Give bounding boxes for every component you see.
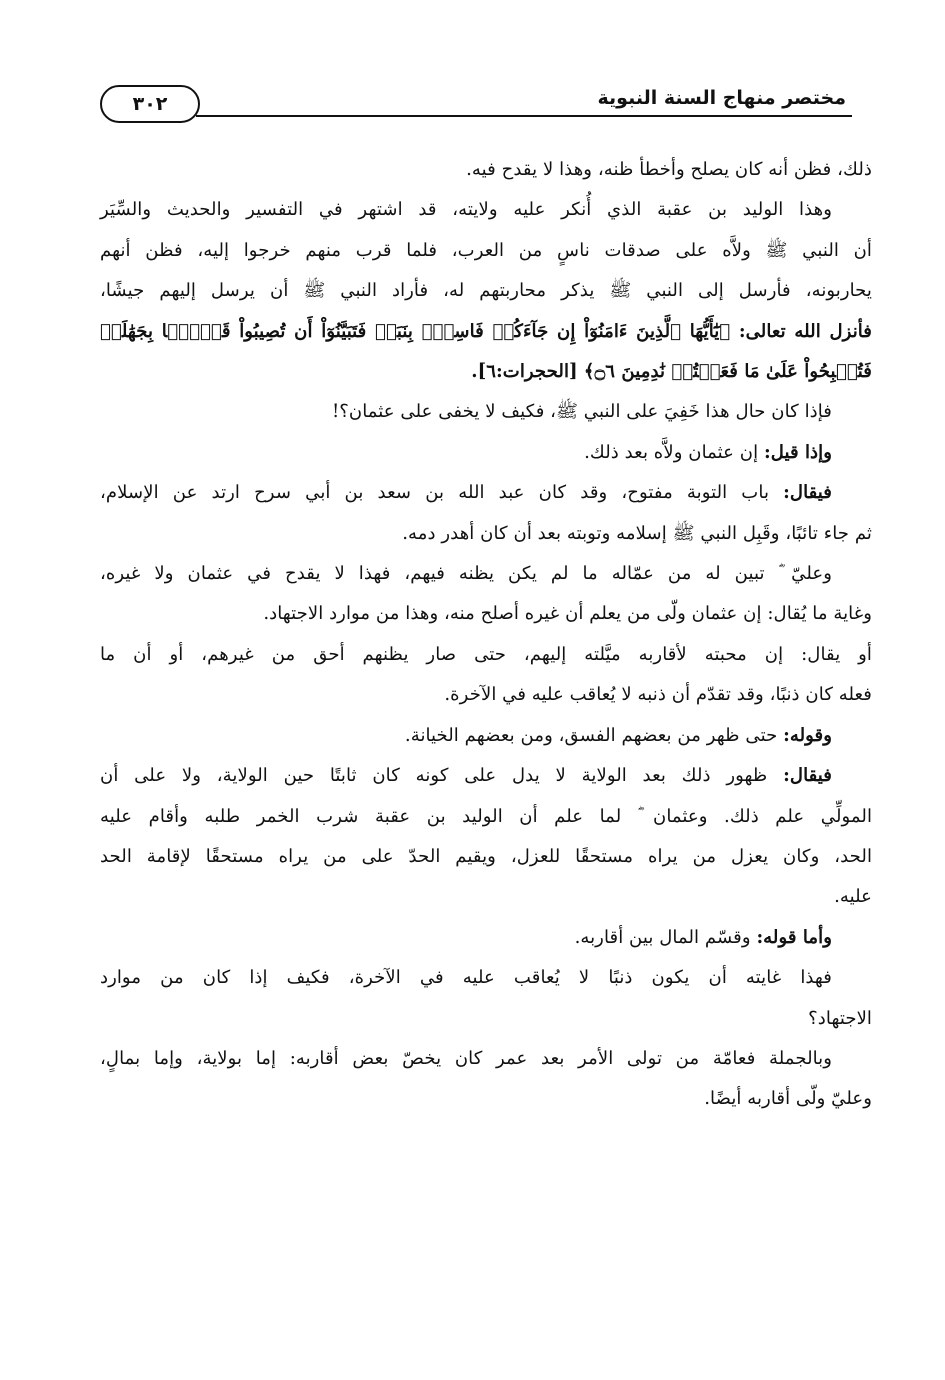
- text-line: فهذا غايته أن يكون ذنبًا لا يُعاقب عليه في الآخرة، فكيف إذا كان من موارد: [100, 967, 832, 989]
- quran-verse-line: فأنزل الله تعالى: ﴿يَٰٓأَيُّهَا ٱلَّذِينَ ءَامَنُوٓاْ إِن جَآءَكُمۡ فَاسِقُۢ بِنَبَإٖ فَتَبَيَّنُوٓاْ أَن تُصِيبُواْ قَوۡمَۢا بِجَهَٰلَةٖ: [100, 320, 872, 342]
- running-title: مختصر منهاج السنة النبوية: [597, 87, 846, 109]
- text-line: أن النبي ﷺ ولاَّه على صدقات ناسٍ من العرب، فلما قرب منهم خرجوا إليه، فظن أنهم: [100, 239, 872, 261]
- text-line: فيقال: باب التوبة مفتوح، وقد كان عبد الله بن سعد بن أبي سرح ارتد عن الإسلام،: [100, 482, 832, 504]
- text-line: الحد، وكان يعزل من يراه مستحقًا للعزل، ويقيم الحدّ على من يراه مستحقًا لإقامة الحد: [100, 845, 872, 867]
- header-rule: [196, 115, 852, 117]
- text-line: وبالجملة فعامّة من تولى الأمر بعد عمر كان يخصّ بعض أقاربه: إما بولاية، وإما بمالٍ،: [100, 1047, 832, 1069]
- text-line: فيقال: ظهور ذلك بعد الولاية لا يدل على كونه كان ثابتًا حين الولاية، ولا على أن: [100, 765, 832, 787]
- text-line: فإذا كان حال هذا خَفِيَ على النبي ﷺ، فكيف لا يخفى على عثمان؟!: [331, 401, 832, 423]
- paragraph-lead: فيقال:: [783, 482, 832, 504]
- paragraph-lead: فيقال:: [783, 765, 832, 787]
- text-line: ثم جاء تائبًا، وقَبِل النبي ﷺ إسلامه وتوبته بعد أن كان أهدر دمه.: [402, 522, 872, 544]
- paragraph-lead: وإذا قيل:: [764, 441, 832, 463]
- text-line: الاجتهاد؟: [808, 1007, 872, 1029]
- text-line: وهذا الوليد بن عقبة الذي أُنكر عليه ولايته، قد اشتهر في التفسير والحديث والسِّيَر: [100, 199, 832, 221]
- page-body: [100, 150, 872, 1120]
- text-line: عليه.: [834, 886, 872, 908]
- page-number: ٣٠٢: [100, 85, 200, 123]
- text-line: وغاية ما يُقال: إن عثمان ولّى من يعلم أن غيره أصلح منه، وهذا من موارد الاجتهاد.: [263, 603, 872, 625]
- text-line: وعليّ ؓ تبين له من عمّاله ما لم يكن يظنه فيهم، فهذا لا يقدح في عثمان ولا غيره،: [100, 563, 832, 585]
- text-line: وقوله: حتى ظهر من بعضهم الفسق، ومن بعضهم الخيانة.: [404, 724, 832, 746]
- page-header: [100, 85, 852, 127]
- text-line: المولِّي علم ذلك. وعثمان ؓ لما علم أن الوليد بن عقبة شرب الخمر طلبه وأقام عليه: [100, 805, 872, 827]
- quran-verse-line: فَتُصۡبِحُواْ عَلَىٰ مَا فَعَلۡتُمۡ نَٰدِمِينَ ۝٦﴾ [الحجرات:٦].: [471, 361, 872, 383]
- paragraph-lead: وقوله:: [783, 724, 832, 746]
- text-line: وأما قوله: وقسّم المال بين أقاربه.: [574, 926, 832, 948]
- text-line: أو يقال: إن محبته لأقاربه ميَّلته إليهم، حتى صار يظنهم أحق من غيرهم، أو أن ما: [100, 643, 872, 665]
- paragraph-lead: وأما قوله:: [756, 926, 832, 948]
- text-line: وعليّ ولّى أقاربه أيضًا.: [704, 1088, 872, 1110]
- text-line: وإذا قيل: إن عثمان ولاَّه بعد ذلك.: [584, 441, 832, 463]
- text-line: فعله كان ذنبًا، وقد تقدّم أن ذنبه لا يُعاقب عليه في الآخرة.: [444, 684, 872, 706]
- text-line: ذلك، فظن أنه كان يصلح وأخطأ ظنه، وهذا لا يقدح فيه.: [466, 159, 872, 180]
- text-line: يحاربونه، فأرسل إلى النبي ﷺ يذكر محاربتهم له، فأراد النبي ﷺ أن يرسل إليهم جيشًا،: [100, 280, 872, 302]
